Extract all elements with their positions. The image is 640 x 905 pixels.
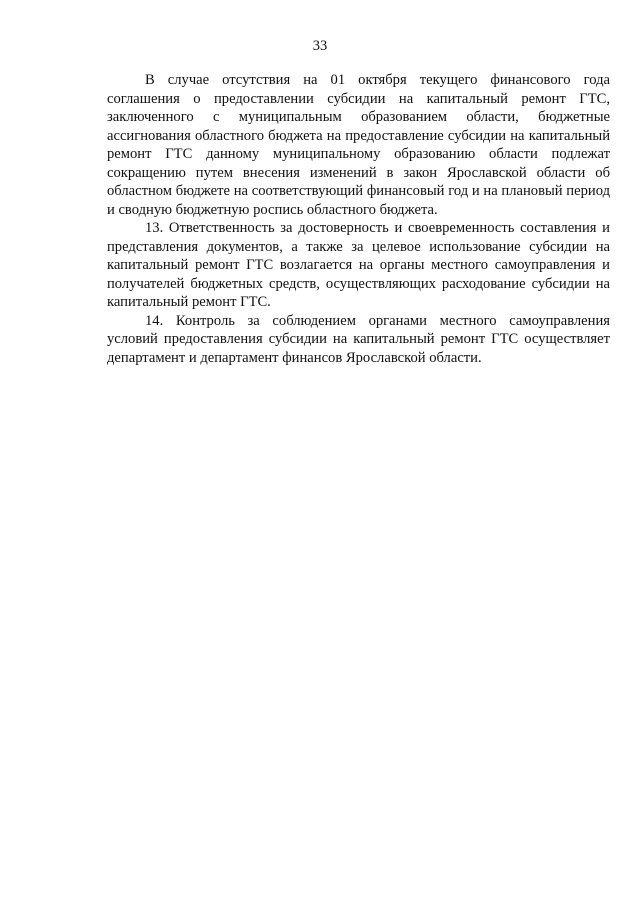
paragraph-14-control: 14. Контроль за соблюдением органами местного самоуправления условий предоставления субсидии на капитальный ремонт ГТС осуществляет департамент и департамент финансов Ярославской области. xyxy=(107,312,610,366)
paragraph-budget-reduction: В случае отсутствия на 01 октября текущего финансового года соглашения о предоставлении субсидии на капитальный ремонт ГТС, заключенного с муниципальным образованием области, бюджетные ассигнования областного бюджета на предоставление субсидии на капитальный ремонт ГТС данному муниципальному образованию области подлежат сокращению путем внесения изменений в закон Ярославской области об областном бюджете на соответствующий финансовый год и на плановый период и сводную бюджетную роспись областного бюджета. xyxy=(107,72,610,218)
document-body xyxy=(107,71,610,367)
page-number: 33 xyxy=(312,38,328,54)
paragraph-13-responsibility: 13. Ответственность за достоверность и своевременность составления и представления документов, а также за целевое использование субсидии на капитальный ремонт ГТС возлагается на органы местного самоуправления и получателей бюджетных средств, осуществляющих расходование субсидии на капитальный ремонт ГТС. xyxy=(107,220,610,310)
